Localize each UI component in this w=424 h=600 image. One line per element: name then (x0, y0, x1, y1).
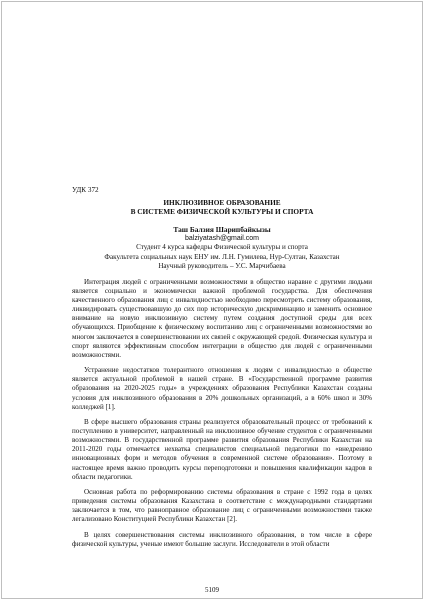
author-email[interactable]: balziyatash@gmail.com (184, 235, 260, 243)
article-body (72, 278, 372, 555)
author-position: Студент 4 курса кафедры Физической культуры и спорта (136, 243, 308, 252)
article-title (72, 198, 372, 217)
paragraph-3: В сфере высшего образования страны реализуется образовательный процесс от требований к поступлению в университет, направленный на инклюзивное обучение студентов с ограниченными возможностями. В государственной программе развития образования Республики Казахстан на 2011-2020 годы отмечается нехватка специалистов специальной педагогики по «внедрению инновационных форм и методов обучения в современной системе образования». Поэтому в настоящее время важно проводить курсы переподготовки и повышения квалификации кадров в области педагогики. (72, 418, 372, 481)
author-faculty: Факультета социальных наук ЕНУ им. Л.Н. Гумилева, Нур-Султан, Казахстан (104, 252, 340, 261)
title-line-1: ИНКЛЮЗИВНОЕ ОБРАЗОВАНИЕ (163, 198, 281, 207)
udk-code: УДК 372 (72, 186, 99, 194)
author-supervisor: Научный руководитель – У.С. Марчибаева (158, 261, 286, 270)
author-block (72, 225, 372, 271)
author-name: Таш Балзия Шарипбайкызы (173, 225, 271, 234)
paragraph-5: В целях совершенствования системы инклюзивного образования, в том числе в сфере физической культуры, ученые имеют большие заслуги. Исследователи в этой области (72, 530, 372, 548)
paragraph-1: Интеграция людей с ограниченными возможностями в общество наравне с другими людьми является социально и экономически важной проблемой государства. Для обеспечения качественного образования лиц с инвалидностью необходимо пересмотреть систему образования, ликвидировать существовавшую до сих пор историческую дискриминацию и заменить основное внимание на новую инклюзивную систему путем создания доступной среды для всех обучающихся. Приобщение к физическому воспитанию лиц с ограниченными возможностями во многом заключается в совершенствовании их связей с окружающей средой. Физическая культура и спорт являются эффективным способом интеграции в общество для людей с ограниченными возможностями. (72, 278, 372, 359)
title-line-2: В СИСТЕМЕ ФИЗИЧЕСКОЙ КУЛЬТУРЫ И СПОРТА (130, 207, 314, 217)
paragraph-2: Устранение недостатков толерантного отношения к людям с инвалидностью в обществе является актуальной проблемой в нашей стране. В «Государственной программе развития образования на 2020-2025 годы» в учреждениях образования Республики Казахстан созданы условия для инклюзивного образования в 20% дошкольных организаций, а в 60% школ и 30% колледжей [1]. (72, 366, 372, 411)
page-number: 5109 (205, 586, 219, 594)
paragraph-4: Основная работа по реформированию системы образования в стране с 1992 года в целях приведения системы образования Казахстана в соответствие с международными стандартами заключается в том, что равноправное образование лиц с ограниченными возможностями также легализовано Конституцией Республики Казахстан [2]. (72, 488, 372, 524)
